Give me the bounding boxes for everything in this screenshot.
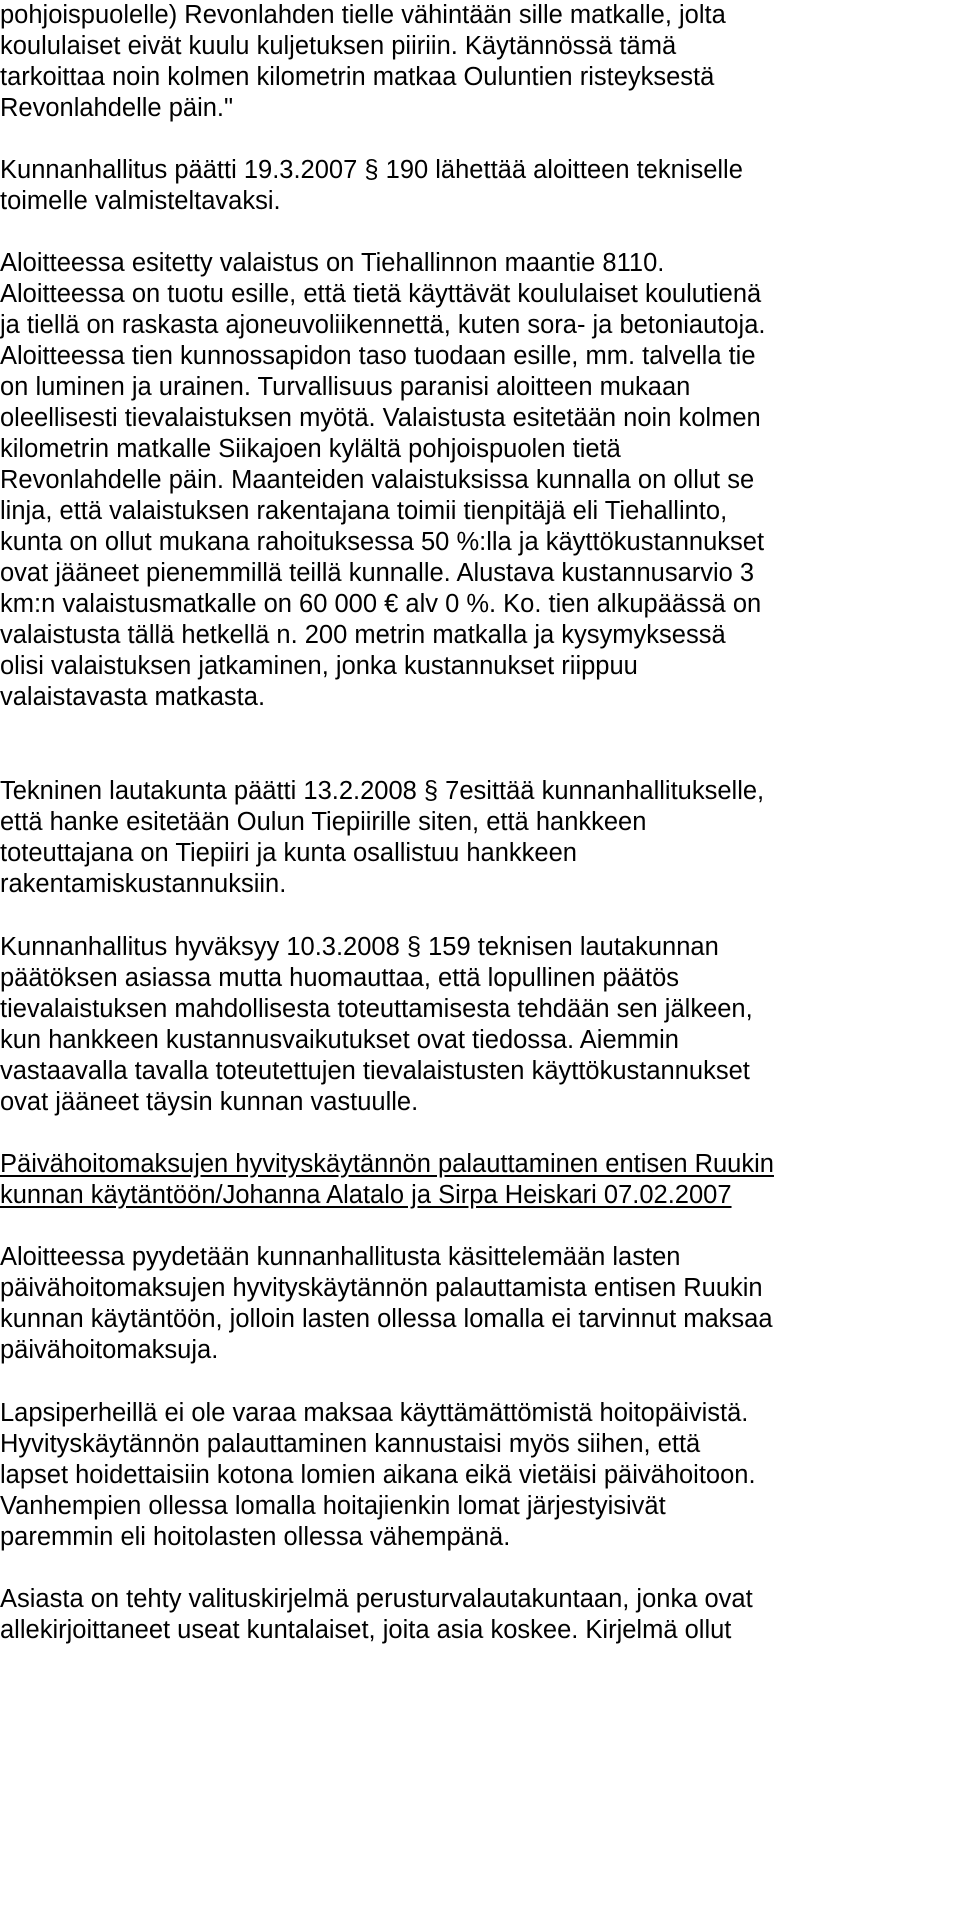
text-line: toteuttajana on Tiepiiri ja kunta osallistuu hankkeen <box>0 839 577 867</box>
text-line: on luminen ja urainen. Turvallisuus paranisi aloitteen mukaan <box>0 373 691 401</box>
text-line: kunnan käytäntöön, jolloin lasten ollessa lomalla ei tarvinnut maksaa <box>0 1305 773 1333</box>
text-line: Lapsiperheillä ei ole varaa maksaa käyttämättömistä hoitopäivistä. <box>0 1399 749 1427</box>
text-line: Hyvityskäytännön palauttaminen kannustaisi myös siihen, että <box>0 1430 701 1458</box>
text-line: km:n valaistusmatkalle on 60 000 € alv 0 %. Ko. tien alkupäässä on <box>0 590 762 618</box>
text-line: että hanke esitetään Oulun Tiepiirille siten, että hankkeen <box>0 808 647 836</box>
text-line: Tekninen lautakunta päätti 13.2.2008 § 7esittää kunnanhallitukselle, <box>0 777 765 805</box>
text-line: Revonlahdelle päin." <box>0 94 234 122</box>
section-heading <box>0 1149 960 1211</box>
text-line: tarkoittaa noin kolmen kilometrin matkaa Ouluntien risteyksestä <box>0 63 715 91</box>
text-line: tievalaistuksen mahdollisesta toteuttamisesta tehdään sen jälkeen, <box>0 995 753 1023</box>
text-line: Kunnanhallitus hyväksyy 10.3.2008 § 159 teknisen lautakunnan <box>0 933 719 961</box>
text-line: paremmin eli hoitolasten ollessa vähempänä. <box>0 1523 511 1551</box>
text-line: oleellisesti tievalaistuksen myötä. Valaistusta esitetään noin kolmen <box>0 404 761 432</box>
text-line: Aloitteessa pyydetään kunnanhallitusta käsittelemään lasten <box>0 1243 681 1271</box>
text-line: kunta on ollut mukana rahoituksessa 50 %:lla ja käyttökustannukset <box>0 528 765 556</box>
text-line: Aloitteessa esitetty valaistus on Tiehallinnon maantie 8110. <box>0 249 665 277</box>
text-line: allekirjoittaneet useat kuntalaiset, joita asia koskee. Kirjelmä ollut <box>0 1616 732 1644</box>
text-line: ovat jääneet pienemmillä teillä kunnalle. Alustava kustannusarvio 3 <box>0 559 755 587</box>
text-line: Aloitteessa on tuotu esille, että tietä käyttävät koululaiset koulutienä <box>0 280 762 308</box>
tekninen-lautakunta-paragraph <box>0 776 960 900</box>
text-line: kilometrin matkalle Siikajoen kylältä pohjoispuolen tietä <box>0 435 621 463</box>
text-line: ja tiellä on raskasta ajoneuvoliikennettä, kuten sora- ja betoniautoja. <box>0 311 766 339</box>
text-line: lapset hoidettaisiin kotona lomien aikana eikä vietäisi päivähoitoon. <box>0 1461 756 1489</box>
text-line: valaistavasta matkasta. <box>0 683 266 711</box>
text-line: olisi valaistuksen jatkaminen, jonka kustannukset riippuu <box>0 652 638 680</box>
text-line: pohjoispuolelle) Revonlahden tielle vähintään sille matkalle, jolta <box>0 1 726 29</box>
text-line: linja, että valaistuksen rakentajana toimii tienpitäjä eli Tiehallinto, <box>0 497 728 525</box>
text-line: päivähoitomaksuja. <box>0 1336 219 1364</box>
kunnanhallitus-paragraph-1 <box>0 155 960 217</box>
text-line: Asiasta on tehty valituskirjelmä perusturvalautakuntaan, jonka ovat <box>0 1585 753 1613</box>
paivahoito-paragraph-3 <box>0 1584 960 1646</box>
valaistus-paragraph <box>0 248 960 713</box>
text-line: toimelle valmisteltavaksi. <box>0 187 281 215</box>
intro-paragraph <box>0 0 960 124</box>
text-line: kun hankkeen kustannusvaikutukset ovat tiedossa. Aiemmin <box>0 1026 679 1054</box>
heading-line: Päivähoitomaksujen hyvityskäytännön palauttaminen entisen Ruukin <box>0 1150 774 1178</box>
text-line: Vanhempien ollessa lomalla hoitajienkin lomat järjestyisivät <box>0 1492 666 1520</box>
text-line: Aloitteessa tien kunnossapidon taso tuodaan esille, mm. talvella tie <box>0 342 756 370</box>
text-line: koululaiset eivät kuulu kuljetuksen piiriin. Käytännössä tämä <box>0 32 677 60</box>
text-line: rakentamiskustannuksiin. <box>0 870 287 898</box>
text-line: ovat jääneet täysin kunnan vastuulle. <box>0 1088 419 1116</box>
text-line: valaistusta tällä hetkellä n. 200 metrin matkalla ja kysymyksessä <box>0 621 726 649</box>
text-line: päätöksen asiassa mutta huomauttaa, että lopullinen päätös <box>0 964 680 992</box>
text-line: päivähoitomaksujen hyvityskäytännön palauttamista entisen Ruukin <box>0 1274 763 1302</box>
kunnanhallitus-paragraph-2 <box>0 932 960 1118</box>
text-line: vastaavalla tavalla toteutettujen tievalaistusten käyttökustannukset <box>0 1057 750 1085</box>
paivahoito-paragraph-2 <box>0 1398 960 1553</box>
heading-line: kunnan käytäntöön/Johanna Alatalo ja Sirpa Heiskari 07.02.2007 <box>0 1181 732 1209</box>
text-line: Revonlahdelle päin. Maanteiden valaistuksissa kunnalla on ollut se <box>0 466 755 494</box>
paivahoito-paragraph-1 <box>0 1242 960 1366</box>
text-line: Kunnanhallitus päätti 19.3.2007 § 190 lähettää aloitteen tekniselle <box>0 156 743 184</box>
